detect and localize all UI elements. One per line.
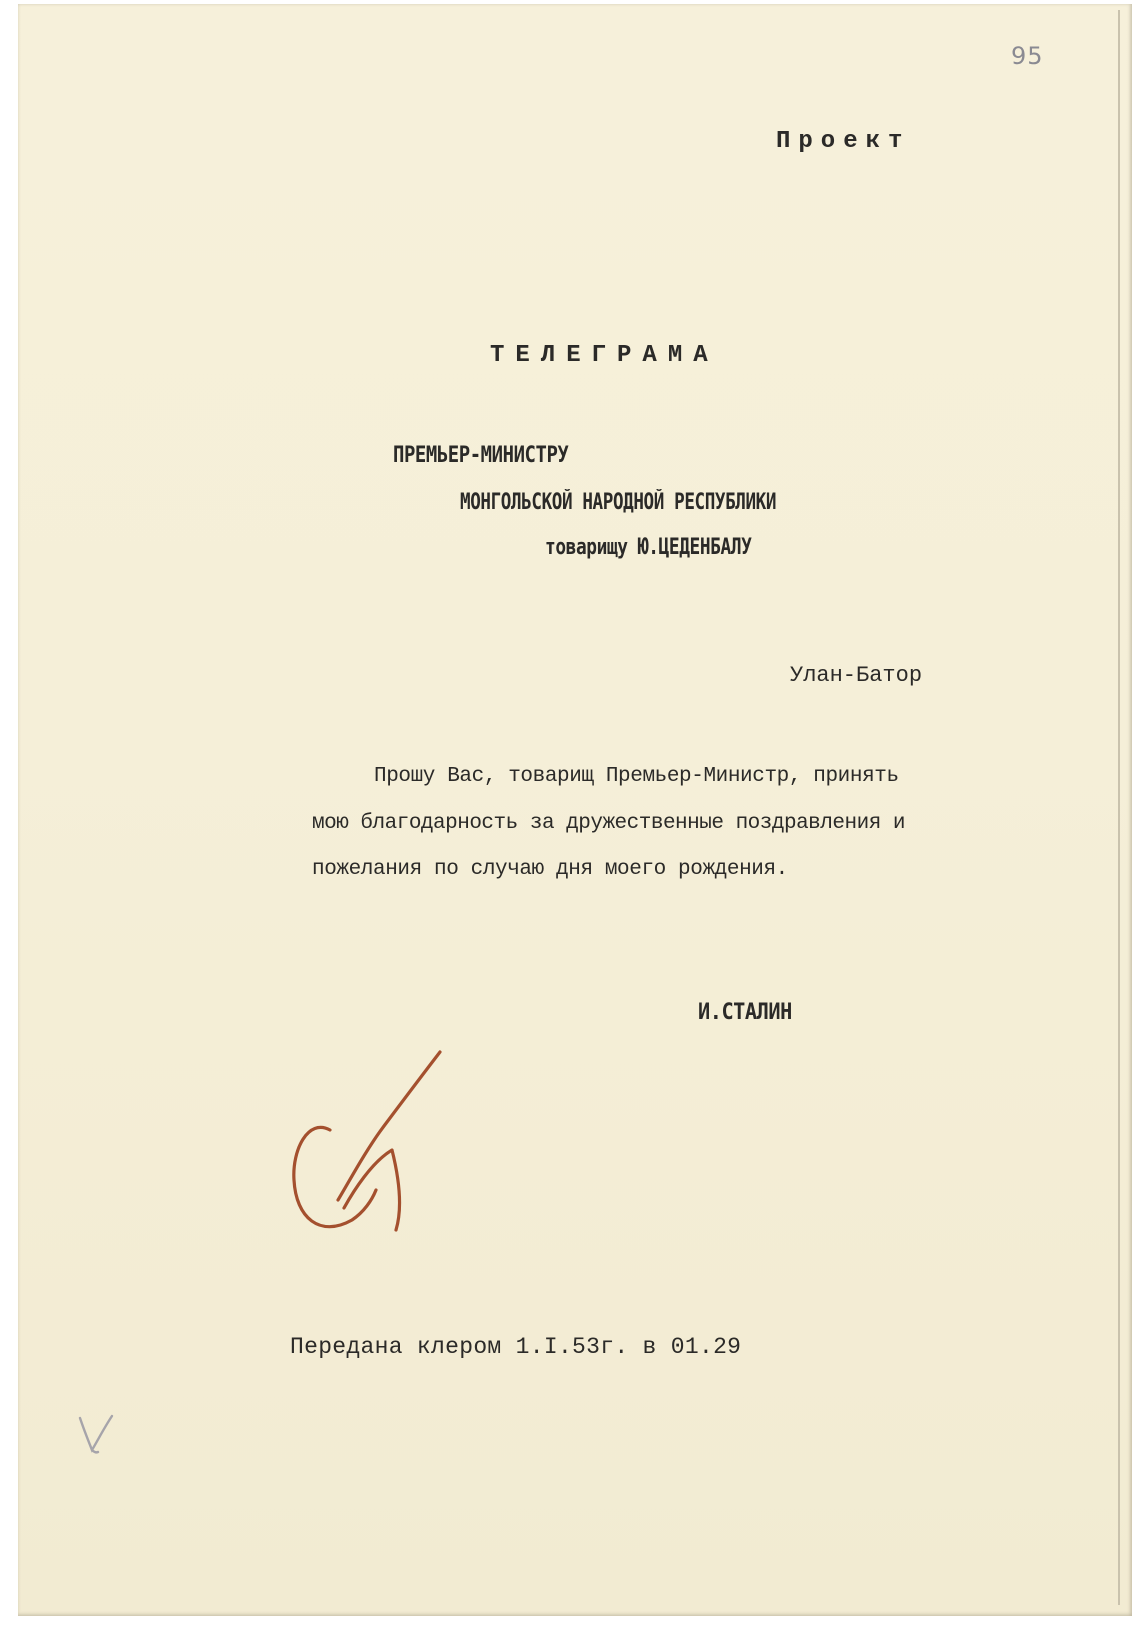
body-line: Прошу Вас, товарищ Премьер-Министр, принять [374,765,899,788]
body-line: пожелания по случаю дня моего рождения. [312,858,788,881]
paper-sheet [18,4,1132,1616]
city-line: Улан-Батор [790,663,923,688]
document-title: ТЕЛЕГРАМА [490,342,719,369]
check-mark-icon [76,1410,120,1456]
folio-number: 95 [1011,42,1044,70]
draft-label: Проект [776,128,911,155]
paper-edge [1118,10,1120,1605]
addressee-line-3: товарищу Ю.ЦЕДЕНБАЛУ [545,535,752,560]
signatory-name: И.СТАЛИН [698,1000,792,1025]
addressee-line-2: МОНГОЛЬСКОЙ НАРОДНОЙ РЕСПУБЛИКИ [460,490,777,515]
transmission-note: Передана клером 1.I.53г. в 01.29 [290,1334,742,1360]
body-line: мою благодарность за дружественные поздравления и [312,812,906,835]
handwritten-signature [280,1040,460,1260]
addressee-line-1: ПРЕМЬЕР-МИНИСТРУ [393,443,569,468]
